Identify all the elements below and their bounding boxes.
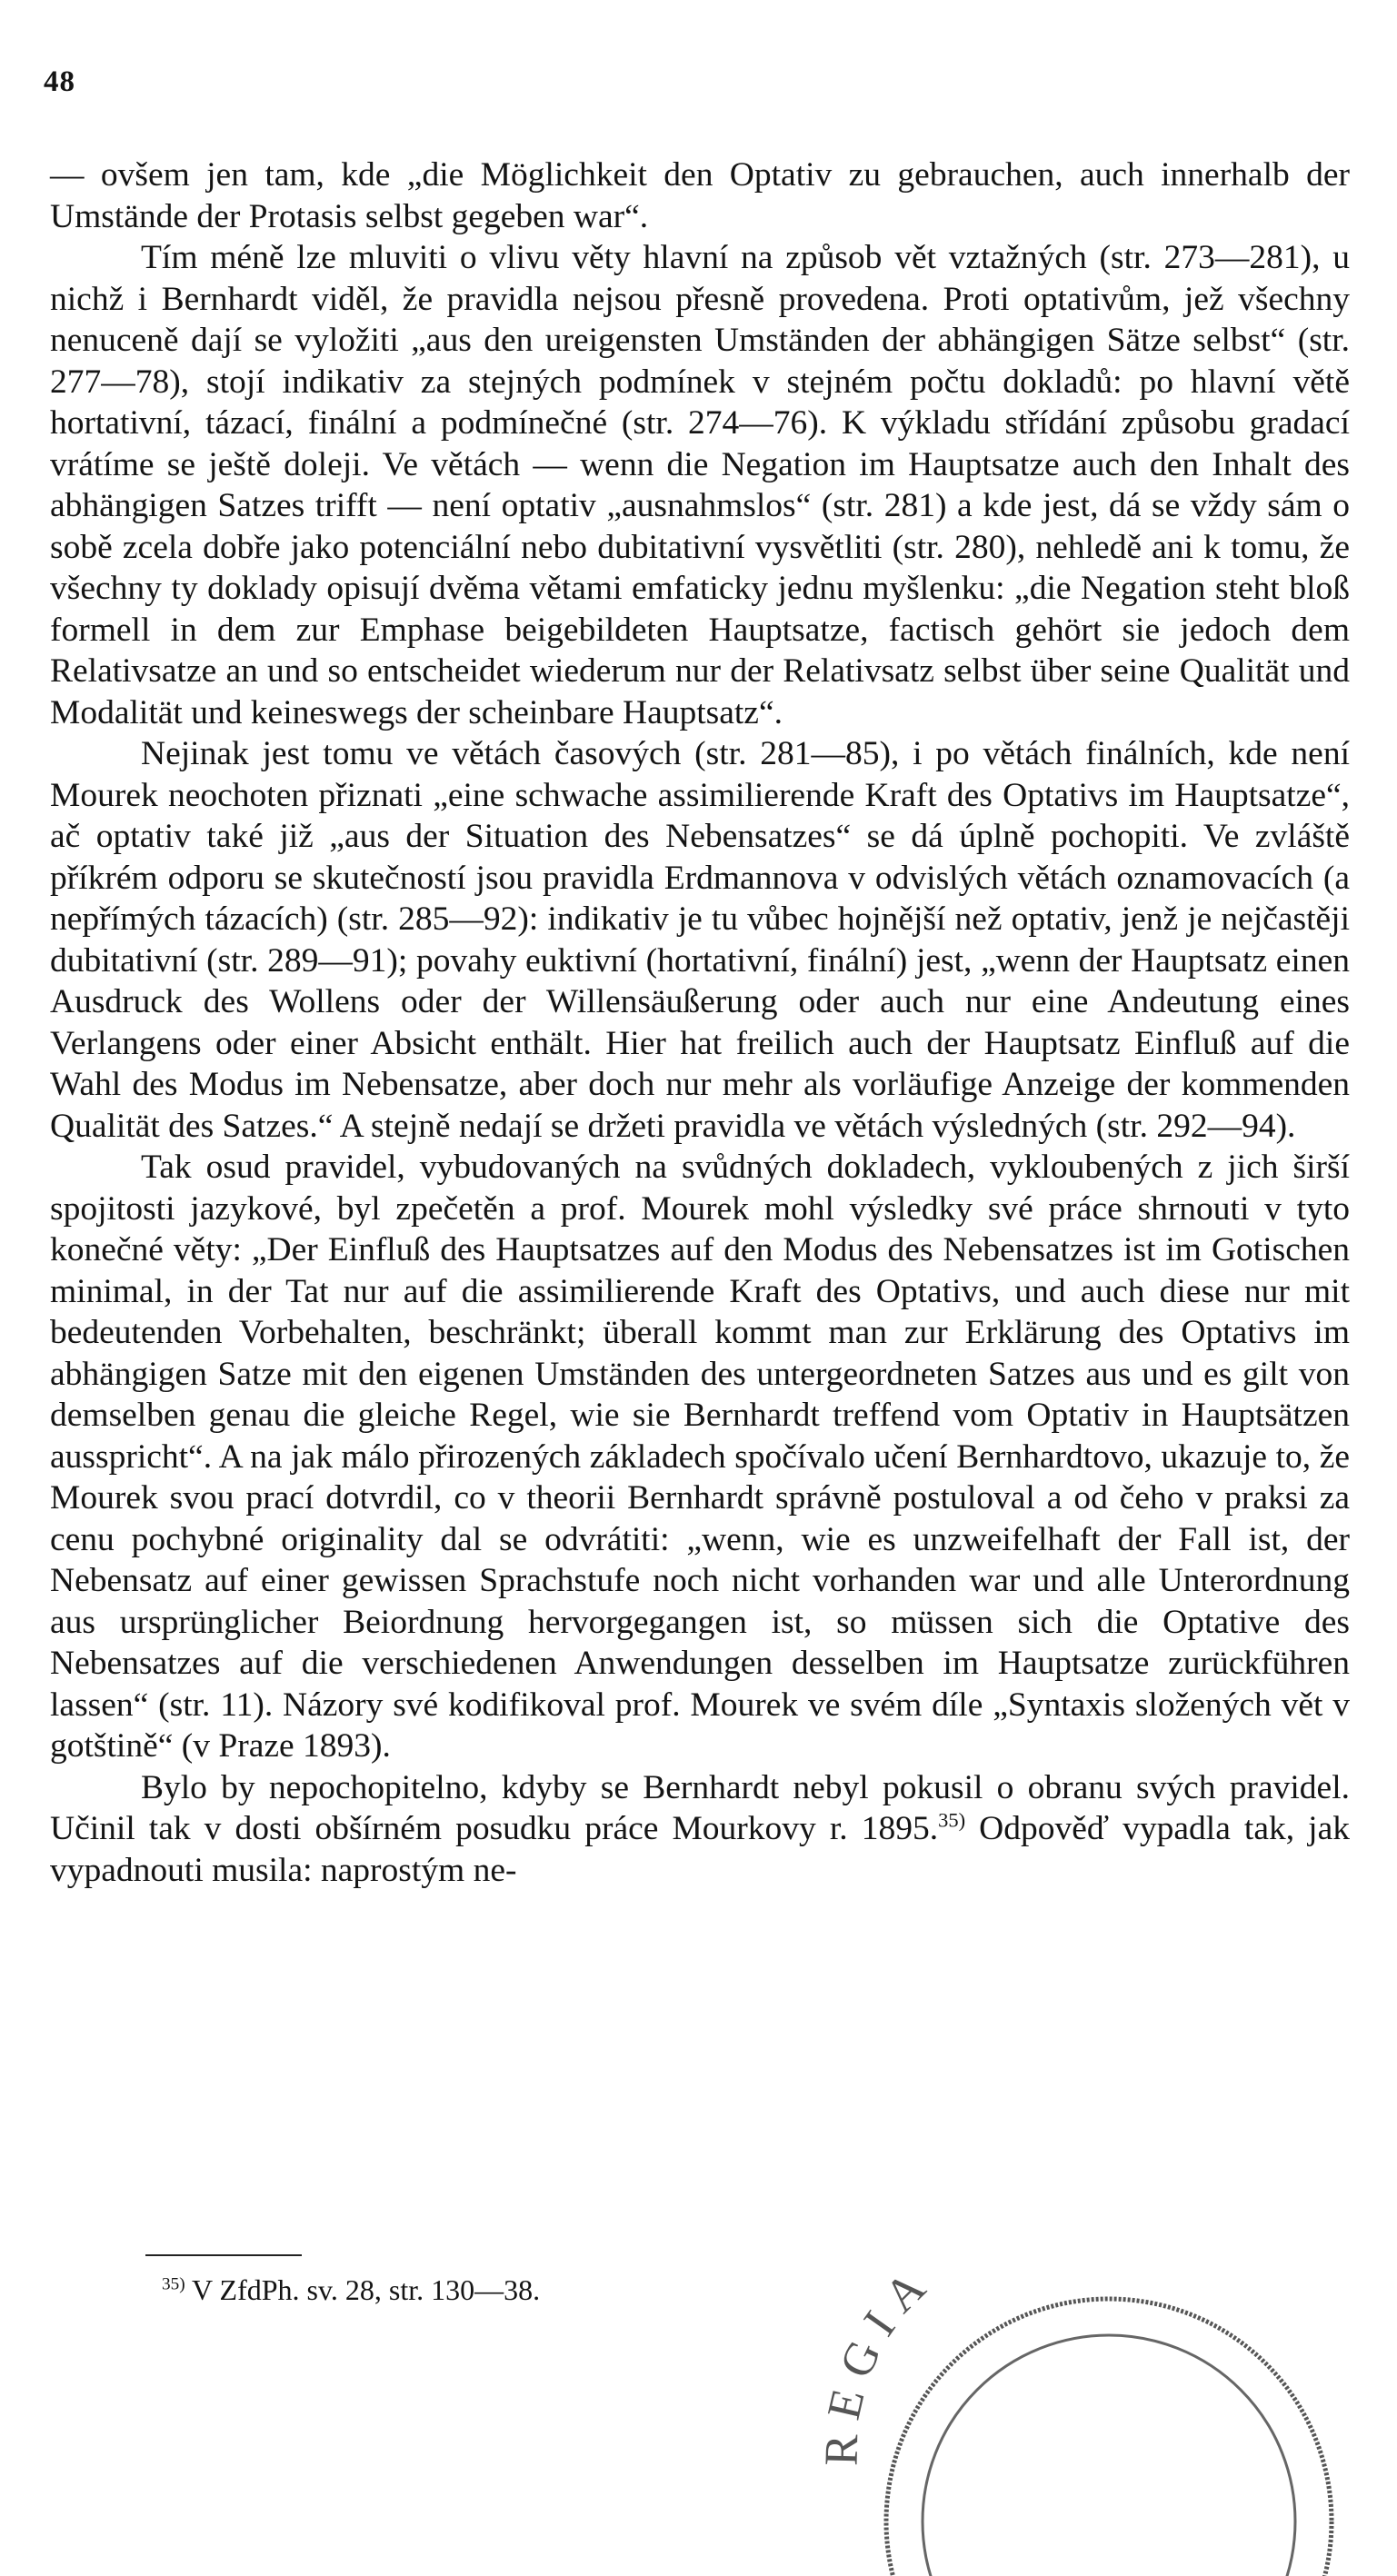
paragraph-4: Tak osud pravidel, vybudovaných na svůdných dokladech, vykloubených z jich širší spojitosti jazykové, byl zpečetěn a prof. Mourek mohl výsledky své práce shrnouti v tyto konečné věty: „Der Einfluß des Hauptsatzes auf den Modus des Nebensatzes ist im Gotischen minimal, in der Tat nur auf die assimilierende Kraft des Optativs, und auch diese nur mit bedeutenden Vorbehalten, beschränkt; überall kommt man zur Erklärung des Optativs im abhängigen Satze mit den eigenen Umständen des untergeordneten Satzes aus und es gilt von demselben genau die gleiche Regel, wie sie Bernhardt treffend vom Optativ in Hauptsätzen ausspricht“. A na jak málo přirozených základech spočívalo učení Bernhardtovo, ukazuje to, že Mourek svou prací dotvrdil, co v theorii Bernhardt správně postuloval a od čeho v praksi za cenu pochybné originality dal se odvrátiti: „wenn, wie es unzweifelhaft der Fall ist, der Nebensatz auf einer gewissen Sprachstufe noch nicht vorhanden war und alle Unterordnung aus ursprünglicher Beiordnung hervorgegangen ist, so müssen sich die Optative des Nebensatzes auf die verschiedenen Anwendungen desselben im Hauptsatze zurückführen lassen“ (str. 11). Názory své kodifikoval prof. Mourek ve svém díle „Syntaxis složených vět v gotštině“ (v Praze 1893).: [50, 1149, 1350, 1765]
stamp-inner-ring: [923, 2335, 1295, 2576]
body-text: [50, 154, 1350, 1891]
footnote-reference: 35): [938, 1808, 966, 1832]
footnote-divider: [145, 2254, 302, 2256]
paragraph-5: [50, 1767, 1350, 1892]
paragraph-5-continuation: Odpověď vypadla tak, jak vypadnouti musila: naprostým ne-: [50, 1810, 1350, 1889]
paragraph-1: — ovšem jen tam, kde „die Möglichkeit den Optativ zu gebrauchen, auch innerhalb der Umstände der Protasis selbst gegeben war“.: [50, 156, 1350, 235]
library-stamp: [763, 2194, 1345, 2576]
footnote-text: V ZfdPh. sv. 28, str. 130—38.: [185, 2273, 541, 2306]
paragraph-5-text: Bylo by nepochopitelno, kdyby se Bernhardt nebyl pokusil o obranu svých pravidel. Učinil tak v dosti obšírném posudku práce Mourkovy r. 1895.: [50, 1768, 1350, 1847]
footnote-mark: 35): [162, 2274, 185, 2294]
stamp-outer-ring: [886, 2299, 1332, 2576]
stamp-text: REGIA: [815, 2253, 945, 2467]
page-number: 48: [44, 65, 75, 98]
paragraph-3: Nejinak jest tomu ve větách časových (str. 281—85), i po větách finálních, kde není Mourek neochoten přiznati „eine schwache assimilierende Kraft des Optativs im Hauptsatze“, ač optativ také již „aus der Situation des Nebensatzes“ se dá úplně pochopiti. Ve zvláště příkrém odporu se skutečností jsou pravidla Erdmannova v odvislých větách oznamovacích (a nepřímých tázacích) (str. 285—92): indikativ je tu vůbec hojnější než optativ, jenž je nejčastěji dubitativní (str. 289—91); povahy euktivní (hortativní, finální) jest, „wenn der Hauptsatz einen Ausdruck des Wollens oder der Willensäußerung oder auch nur eine Andeutung eines Verlangens oder einer Absicht enthält. Hier hat freilich auch der Hauptsatz Einfluß auf die Wahl des Modus im Nebensatze, aber doch nur mehr als vorläufige Anzeige der kommenden Qualität des Satzes.“ A stejně nedají se držeti pravidla ve větách výsledných (str. 292—94).: [50, 735, 1350, 1145]
footnote: [162, 2272, 540, 2308]
paragraph-2: Tím méně lze mluviti o vlivu věty hlavní na způsob vět vztažných (str. 273—281), u nichž i Bernhardt viděl, že pravidla nejsou přesně provedena. Proti optativům, jež všechny nenuceně dají se vyložiti „aus den ureigensten Umständen der abhängigen Sätze selbst“ (str. 277—78), stojí indikativ za stejných podmínek v stejném počtu dokladů: po hlavní větě hortativní, tázací, finální a podmínečné (str. 274—76). K výkladu střídání způsobu gradací vrátíme se ještě doleji. Ve větách — wenn die Negation im Hauptsatze auch den Inhalt des abhängigen Satzes trifft — není optativ „ausnahmslos“ (str. 281) a kde jest, dá se vždy sám o sobě zcela dobře jako potenciální nebo dubitativní vysvětliti (str. 280), nehledě ani k tomu, že všechny ty doklady opisují dvěma větami emfaticky jednu myšlenku: „die Negation steht bloß formell in dem zur Emphase beigebildeten Hauptsatze, factisch gehört sie jedoch dem Relativsatze an und so entscheidet wiederum nur der Relativsatz selbst über seine Qualität und Modalität und keineswegs der scheinbare Hauptsatz“.: [50, 239, 1350, 731]
